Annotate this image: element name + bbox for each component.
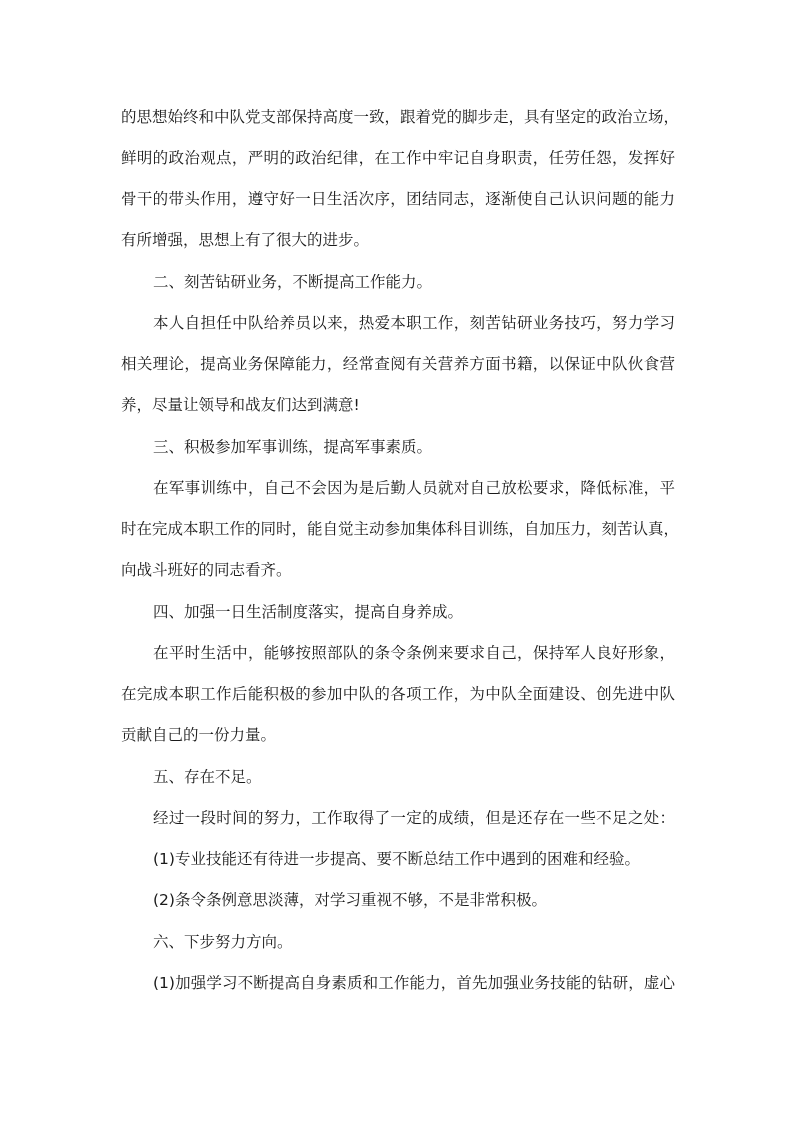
paragraph-line: 在平时生活中，能够按照部队的条令条例来要求自己，保持军人良好形象， bbox=[153, 644, 675, 662]
paragraph-line: 向战斗班好的同志看齐。 bbox=[121, 561, 292, 579]
section-heading: 五、存在不足。 bbox=[153, 768, 262, 786]
list-item: (1)加强学习不断提高自身素质和工作能力，首先加强业务技能的钻研，虚心 bbox=[153, 974, 675, 992]
paragraph-line: 养，尽量让领导和战友们达到满意! bbox=[121, 396, 360, 414]
paragraph-line: 的思想始终和中队党支部保持高度一致，跟着党的脚步走，具有坚定的政治立场， bbox=[121, 108, 680, 126]
paragraph-line: 有所增强，思想上有了很大的进步。 bbox=[121, 231, 370, 249]
paragraph-line: 相关理论，提高业务保障能力，经常查阅有关营养方面书籍，以保证中队伙食营 bbox=[121, 355, 675, 373]
paragraph-line: 在军事训练中，自己不会因为是后勤人员就对自己放松要求，降低标准，平 bbox=[153, 479, 675, 497]
paragraph-line: 骨干的带头作用，遵守好一日生活次序，团结同志，逐渐使自己认识问题的能力 bbox=[121, 190, 675, 208]
paragraph-line: 本人自担任中队给养员以来，热爱本职工作，刻苦钻研业务技巧，努力学习 bbox=[153, 314, 675, 332]
list-item: (1)专业技能还有待进一步提高、要不断总结工作中遇到的困难和经验。 bbox=[153, 850, 640, 868]
paragraph-line: 在完成本职工作后能积极的参加中队的各项工作，为中队全面建设、创先进中队 bbox=[121, 685, 675, 703]
paragraph-line: 经过一段时间的努力，工作取得了一定的成绩，但是还存在一些不足之处： bbox=[153, 809, 675, 827]
section-heading: 二、刻苦钻研业务，不断提高工作能力。 bbox=[153, 273, 433, 291]
paragraph-line: 贡献自己的一份力量。 bbox=[121, 726, 277, 744]
section-heading: 四、加强一日生活制度落实，提高自身养成。 bbox=[153, 603, 464, 621]
section-heading: 三、积极参加军事训练，提高军事素质。 bbox=[153, 438, 433, 456]
section-heading: 六、下步努力方向。 bbox=[153, 933, 293, 951]
paragraph-line: 时在完成本职工作的同时，能自觉主动参加集体科目训练，自加压力，刻苦认真， bbox=[121, 520, 680, 538]
list-item: (2)条令条例意思淡薄，对学习重视不够，不是非常积极。 bbox=[153, 891, 547, 909]
paragraph-line: 鲜明的政治观点，严明的政治纪律，在工作中牢记自身职责，任劳任怨，发挥好 bbox=[121, 149, 675, 167]
